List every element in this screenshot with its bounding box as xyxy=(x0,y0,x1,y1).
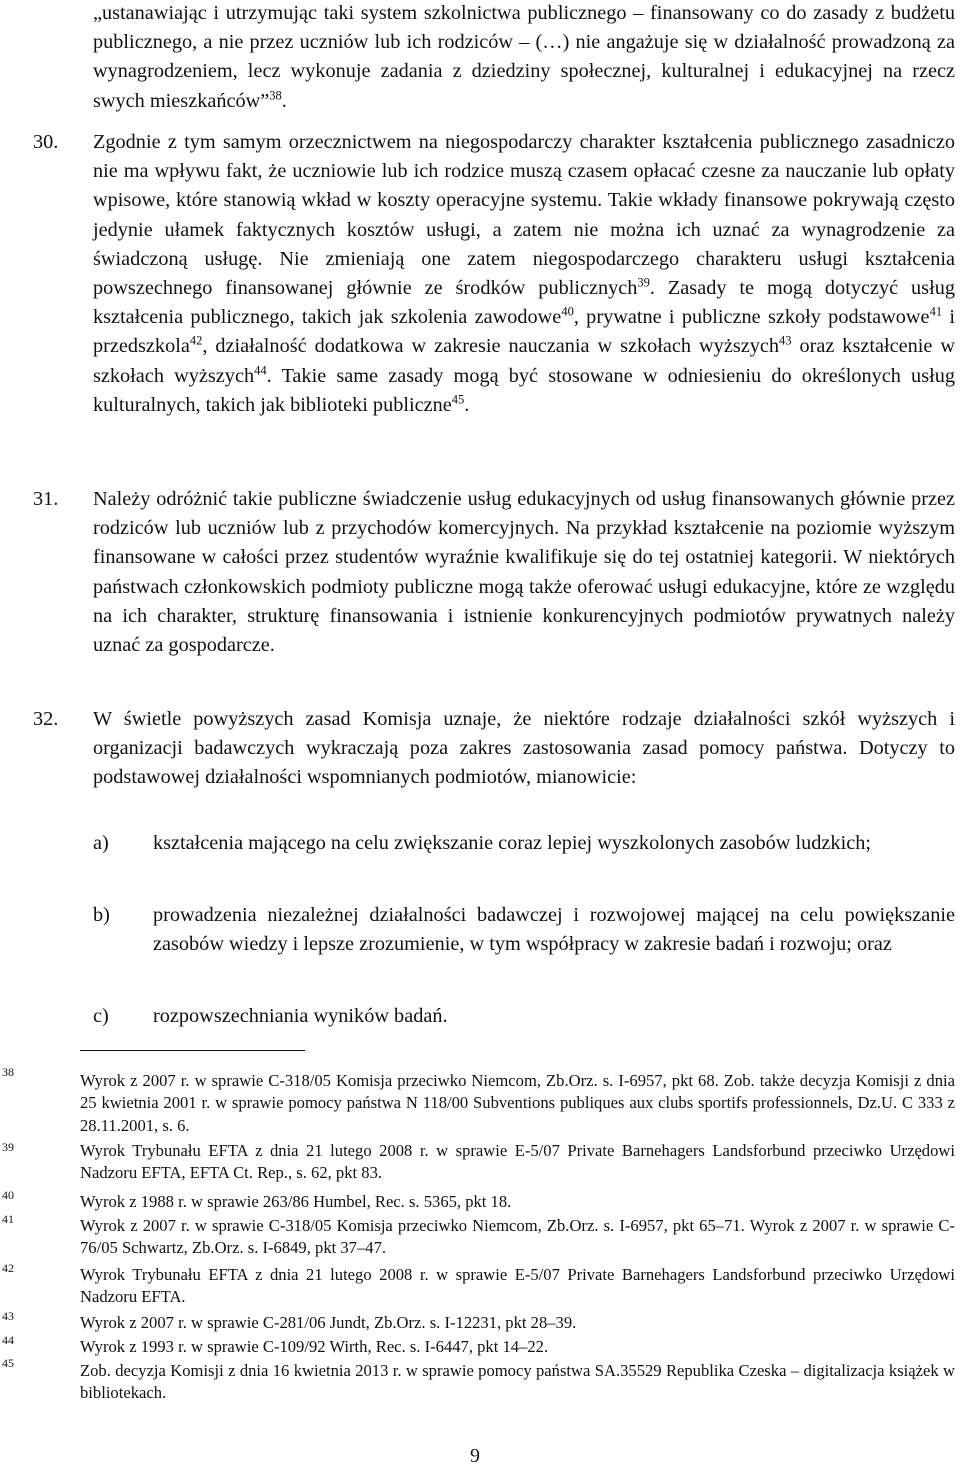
paragraph-number: 32. xyxy=(33,708,59,730)
list-item: prowadzenia niezależnej działalności badawczej i rozwojowej mającej na celu powiększanie zasobów wiedzy i lepsze zrozumienie, w tym współpracy w zakresie badań i rozwoju; oraz xyxy=(153,904,955,956)
footnote-ref[interactable]: 42 xyxy=(189,333,203,348)
footnote-ref[interactable]: 44 xyxy=(254,362,267,377)
footnote-text: Wyrok z 1988 r. w sprawie 263/86 Humbel, Rec. s. 5365, pkt 18. xyxy=(80,1192,512,1211)
paragraph-text: , działalność dodatkowa w zakresie nauczania w szkołach wyższych xyxy=(202,335,779,358)
footnote-text: Wyrok z 1993 r. w sprawie C-109/92 Wirth, Rec. s. I-6447, pkt 14–22. xyxy=(80,1337,549,1356)
paragraph-number: 31. xyxy=(33,488,59,510)
footnote-text: Wyrok z 2007 r. w sprawie C-318/05 Komisja przeciwko Niemcom, Zb.Orz. s. I-6957, pkt 68. Zob. także decyzja Komisji z dnia 25 kwietnia 2001 r. w sprawie pomocy państwa N 118/00 Subventions publiques aux clubs sportifs professionnels, Dz.U. C 333 z 28.11.2001, s. 6. xyxy=(80,1071,955,1135)
footnote-ref[interactable]: 41 xyxy=(929,304,943,319)
footnote-number: 42 xyxy=(2,1261,14,1275)
list-item: rozpowszechniania wyników badań. xyxy=(153,1005,448,1027)
paragraph-30 xyxy=(93,128,955,420)
footnote-ref[interactable]: 39 xyxy=(637,275,650,290)
footnote-text: Zob. decyzja Komisji z dnia 16 kwietnia 2013 r. w sprawie pomocy państwa SA.35529 Republika Czeska – digitalizacja książek w bibliotekach. xyxy=(80,1361,955,1403)
footnote-ref[interactable]: 40 xyxy=(561,304,574,319)
paragraph-text: , prywatne i publiczne szkoły podstawowe xyxy=(573,306,930,329)
page-number: 9 xyxy=(470,1445,480,1467)
footnote-number: 41 xyxy=(2,1212,14,1226)
footnote-number: 45 xyxy=(2,1356,14,1370)
footnote-text: Wyrok z 2007 r. w sprawie C-318/05 Komisja przeciwko Niemcom, Zb.Orz. s. I-6957, pkt 65–71. Wyrok z 2007 r. w sprawie C-76/05 Schwartz, Zb.Orz. s. I-6849, pkt 37–47. xyxy=(80,1216,955,1258)
paragraph-text: oraz kształcenie w szkołach wyższych xyxy=(93,335,955,387)
intro-end: . xyxy=(281,89,287,112)
paragraph-text: . Zasady te mogą dotyczyć usług kształcenia publicznego, takich jak szkolenia zawodowe xyxy=(93,277,955,329)
intro-paragraph xyxy=(93,0,955,116)
footnote-ref[interactable]: 43 xyxy=(779,333,792,348)
intro-text: „ustanawiając i utrzymując taki system szkolnictwa publicznego – finansowany co do zasady z budżetu publicznego, a nie przez uczniów lub ich rodziców – (…) nie angażuje się w działalność prowadzoną za wynagrodzeniem, lecz wykonuje zadania z dziedziny społecznej, kulturalnej i edukacyjnej na rzecz swych mieszkańców” xyxy=(93,2,955,112)
footnote-text: Wyrok Trybunału EFTA z dnia 21 lutego 2008 r. w sprawie E-5/07 Private Barnehagers Landsforbund przeciwko Urzędowi Nadzoru EFTA, EFTA Ct. Rep., s. 62, pkt 83. xyxy=(80,1141,955,1183)
footnote-number: 44 xyxy=(2,1333,14,1347)
paragraph-text: . xyxy=(464,393,470,416)
paragraph-text: Zgodnie z tym samym orzecznictwem na niegospodarczy charakter kształcenia publicznego zasadniczo nie ma wpływu fakt, że uczniowie lub ich rodzice muszą czasem opłacać czesne za nauczanie lub opłaty wpisowe, które stanowią wkład w koszty operacyjne systemu. Takie wkłady finansowe pokrywają często jedynie ułamek faktycznych kosztów usługi, a zatem nie można ich uznać za wynagrodzenie za świadczoną usługę. Nie zmieniają one zatem niegospodarczego charakteru usługi kształcenia powszechnego finansowanej głównie ze środków publicznych xyxy=(93,131,955,300)
footnote-number: 39 xyxy=(2,1140,14,1154)
list-item-label: a) xyxy=(93,832,109,854)
footnote-ref[interactable]: 38 xyxy=(269,87,282,102)
list-item-label: c) xyxy=(93,1005,109,1027)
footnote-separator xyxy=(80,1050,305,1051)
paragraph-text: i przedszkola xyxy=(93,306,955,358)
footnote-number: 40 xyxy=(2,1188,14,1202)
footnote-number: 38 xyxy=(2,1065,14,1079)
paragraph-number: 30. xyxy=(33,131,59,153)
paragraph-31: Należy odróżnić takie publiczne świadczenie usług edukacyjnych od usług finansowanych głównie przez rodziców lub uczniów lub z przychodów komercyjnych. Na przykład kształcenie na poziomie wyższym finansowane w całości przez studentów wyraźnie kwalifikuje się do tej ostatniej kategorii. W niektórych państwach członkowskich podmioty publiczne mogą także oferować usługi edukacyjne, które ze względu na ich charakter, strukturę finansowania i istnienie konkurencyjnych podmiotów prywatnych należy uznać za gospodarcze. xyxy=(93,488,955,657)
footnote-ref[interactable]: 45 xyxy=(451,392,465,407)
footnote-text: Wyrok z 2007 r. w sprawie C-281/06 Jundt, Zb.Orz. s. I-12231, pkt 28–39. xyxy=(80,1313,577,1332)
list-item: kształcenia mającego na celu zwiększanie coraz lepiej wyszkolonych zasobów ludzkich; xyxy=(153,832,871,854)
list-item-label: b) xyxy=(93,904,110,926)
footnote-number: 43 xyxy=(2,1309,14,1323)
footnote-text: Wyrok Trybunału EFTA z dnia 21 lutego 2008 r. w sprawie E-5/07 Private Barnehagers Landsforbund przeciwko Urzędowi Nadzoru EFTA. xyxy=(80,1265,955,1307)
paragraph-32: W świetle powyższych zasad Komisja uznaje, że niektóre rodzaje działalności szkół wyższych i organizacji badawczych wykraczają poza zakres zastosowania zasad pomocy państwa. Dotyczy to podstawowej działalności wspomnianych podmiotów, mianowicie: xyxy=(93,708,955,789)
paragraph-text: . Takie same zasady mogą być stosowane w odniesieniu do określonych usług kulturalnych, takich jak biblioteki publiczne xyxy=(93,364,956,416)
